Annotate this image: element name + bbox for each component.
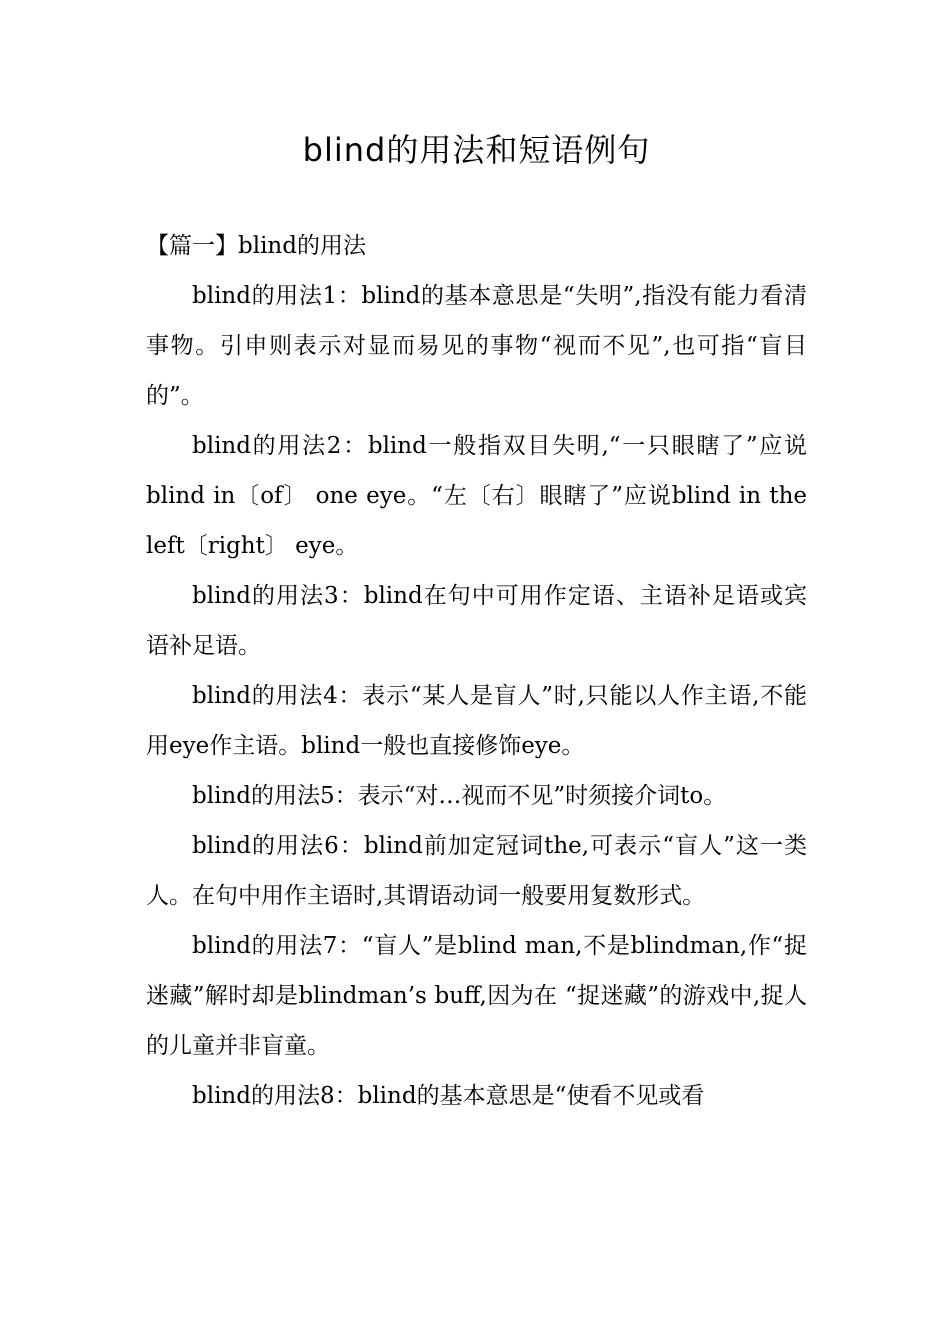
paragraph-usage-5: blind的用法5：表示“对…视而不见”时须接介词to。	[192, 783, 727, 809]
paragraph-usage-2: blind的用法2：blind一般指双目失明,“一只眼瞎了”应说blind in〔of〕 one eye。“左〔右〕眼瞎了”应说blind in the left〔right〕 eye。	[146, 433, 807, 559]
document-body	[146, 221, 807, 1121]
paragraph-usage-4: blind的用法4：表示“某人是盲人”时,只能以人作主语,不能用eye作主语。blind一般也直接修饰eye。	[146, 683, 807, 759]
paragraph-usage-3: blind的用法3：blind在句中可用作定语、主语补足语或宾语补足语。	[146, 583, 807, 659]
paragraph-usage-7: blind的用法7：“盲人”是blind man,不是blindman,作“捉迷藏”解时却是blindman’s buff,因为在 “捉迷藏”的游戏中,捉人的儿童并非盲童。	[146, 933, 807, 1059]
section-heading: 【篇一】blind的用法	[146, 233, 366, 259]
document-title: blind的用法和短语例句	[302, 131, 651, 169]
paragraph-usage-6: blind的用法6：blind前加定冠词the,可表示“盲人”这一类人。在句中用作主语时,其谓语动词一般要用复数形式。	[146, 833, 807, 909]
paragraph-usage-1: blind的用法1：blind的基本意思是“失明”,指没有能力看清事物。引申则表示对显而易见的事物“视而不见”,也可指“盲目的”。	[146, 283, 807, 409]
paragraph-usage-8: blind的用法8：blind的基本意思是“使看不见或看	[192, 1083, 705, 1109]
